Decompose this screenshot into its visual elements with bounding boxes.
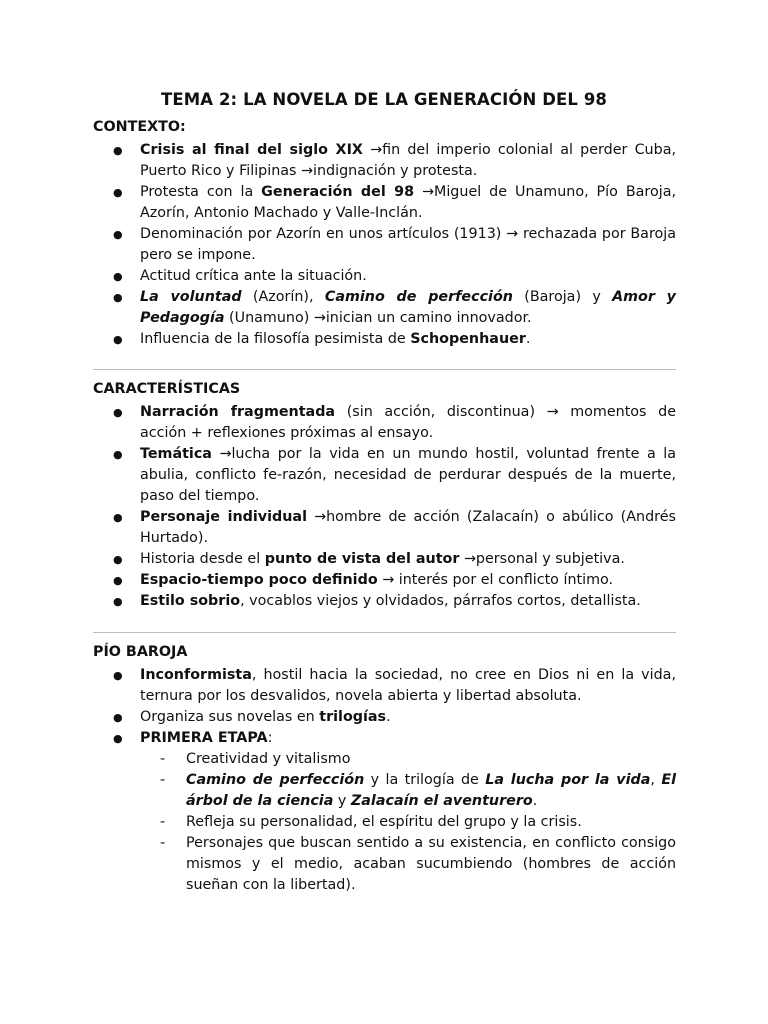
- section-contexto: [93, 117, 676, 350]
- text-run: Personaje individual: [140, 509, 307, 525]
- text-run: La lucha por la vida: [485, 772, 651, 788]
- section-divider: [93, 632, 676, 633]
- section-caracteristicas: [93, 379, 676, 612]
- list-item: [93, 224, 676, 266]
- section-divider: [93, 369, 676, 370]
- caracteristicas-list: [93, 402, 676, 612]
- text-run: (sin acción, discontinua) → momentos de acción + reflexiones próximas al ensayo.: [140, 404, 676, 441]
- list-item: [93, 707, 676, 728]
- list-item: [93, 444, 676, 507]
- text-run: .: [386, 709, 391, 725]
- text-run: El árbol de la ciencia: [186, 772, 676, 809]
- page-title: TEMA 2: LA NOVELA DE LA GENERACIÓN DEL 98: [161, 90, 607, 109]
- text-run: Temática: [140, 446, 212, 462]
- list-item: [93, 812, 676, 833]
- text-run: Camino de perfección: [186, 772, 365, 788]
- text-run: Generación del 98: [261, 184, 415, 200]
- text-run: trilogías: [319, 709, 387, 725]
- text-run: Inconformista: [140, 667, 252, 683]
- text-run: Actitud crítica ante la situación.: [140, 268, 367, 284]
- list-item: [93, 182, 676, 224]
- baroja-list: [93, 665, 676, 749]
- list-item: [93, 770, 676, 812]
- section-pio-baroja: [93, 642, 676, 896]
- text-run: Historia desde el: [140, 551, 265, 567]
- list-item: [93, 749, 676, 770]
- text-run: , hostil hacia la sociedad, no cree en Dios ni en la vida, ternura por los desvalidos, novela abierta y libertad absoluta.: [140, 667, 676, 704]
- text-run: →hombre de acción (Zalacaín) o abúlico (Andrés Hurtado).: [140, 509, 676, 546]
- text-run: →personal y subjetiva.: [459, 551, 625, 567]
- list-item: [93, 329, 676, 350]
- text-run: Protesta con la: [140, 184, 262, 200]
- text-run: .: [532, 793, 538, 809]
- text-run: Personajes que buscan sentido a su existencia, en conflicto consigo mismos y el medio, acaban sucumbiendo (hombres de acción sueñan con la libertad).: [186, 835, 676, 893]
- text-run: Denominación por Azorín en unos artículos (1913) → rechazada por Baroja pero se impone.: [140, 226, 676, 263]
- text-run: , vocablos viejos y olvidados, párrafos cortos, detallista.: [240, 593, 641, 609]
- text-run: Creatividad y vitalismo: [186, 751, 351, 767]
- list-item: [93, 507, 676, 549]
- text-run: (Unamuno) →inician un camino innovador.: [224, 310, 532, 326]
- list-item: [93, 287, 676, 329]
- text-run: ,: [650, 772, 662, 788]
- text-run: :: [267, 730, 273, 746]
- text-run: .: [525, 331, 531, 347]
- text-run: →fin del imperio colonial al perder Cuba, Puerto Rico y Filipinas →indignación y protesta.: [140, 142, 676, 179]
- primera-etapa-list: [93, 749, 676, 896]
- list-item: [93, 570, 676, 591]
- text-run: Organiza sus novelas en: [140, 709, 320, 725]
- text-run: (Azorín),: [241, 289, 325, 305]
- text-run: Zalacaín el aventurero: [350, 793, 533, 809]
- list-item: [93, 665, 676, 707]
- section-heading-pio-baroja: PÍO BAROJA: [93, 644, 188, 660]
- text-run: Espacio-tiempo poco definido: [140, 572, 378, 588]
- text-run: y: [333, 793, 351, 809]
- list-item: [93, 140, 676, 182]
- text-run: →lucha por la vida en un mundo hostil, voluntad frente a la abulia, conflicto fe-razón, necesidad de perdurar después de la muerte, paso del tiempo.: [140, 446, 676, 504]
- text-run: Schopenhauer: [410, 331, 526, 347]
- text-run: Refleja su personalidad, el espíritu del grupo y la crisis.: [186, 814, 582, 830]
- text-run: Narración fragmentada: [140, 404, 336, 420]
- list-item: [93, 266, 676, 287]
- text-run: PRIMERA ETAPA: [140, 730, 268, 746]
- contexto-list: [93, 140, 676, 350]
- text-run: Estilo sobrio: [140, 593, 241, 609]
- list-item: [93, 549, 676, 570]
- text-run: →Miguel de Unamuno, Pío Baroja, Azorín, Antonio Machado y Valle-Inclán.: [140, 184, 677, 221]
- list-item: [93, 591, 676, 612]
- list-item: [93, 728, 676, 749]
- section-heading-caracteristicas: CARACTERÍSTICAS: [93, 381, 241, 397]
- list-item: [93, 402, 676, 444]
- list-item: [93, 833, 676, 896]
- text-run: punto de vista del autor: [264, 551, 460, 567]
- text-run: La voluntad: [140, 289, 242, 305]
- section-heading-contexto: CONTEXTO:: [93, 119, 186, 135]
- text-run: (Baroja) y: [512, 289, 613, 305]
- text-run: y la trilogía de: [364, 772, 486, 788]
- text-run: Crisis al final del siglo XIX: [140, 142, 363, 158]
- text-run: → interés por el conflicto íntimo.: [377, 572, 614, 588]
- text-run: Camino de perfección: [324, 289, 513, 305]
- text-run: Amor y Pedagogía: [140, 289, 676, 326]
- text-run: Influencia de la filosofía pesimista de: [140, 331, 411, 347]
